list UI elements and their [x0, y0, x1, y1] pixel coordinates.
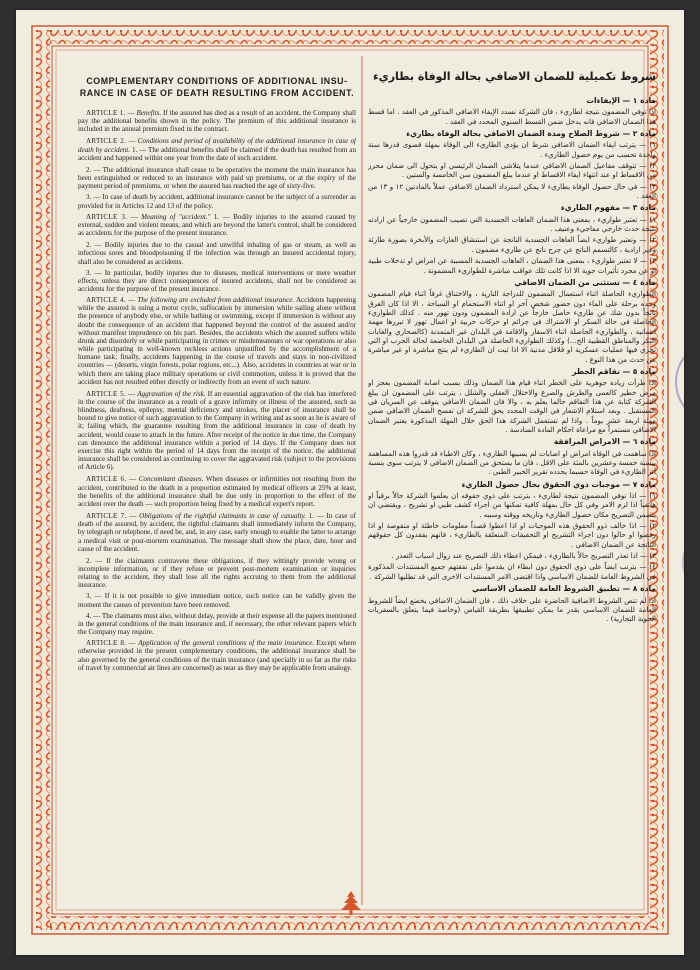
article-text: 1. — Bodily injuries to the assured caused by external, sudden and violent means, and which are beyond the latter's control, shall be considered as accidents for the purpose of the present insurance.	[78, 212, 356, 238]
article-text: 1. — The additional benefits shall be claimed if the death has resulted from an accident and happened within one year from the date of such accident.	[78, 145, 356, 162]
article-heading: ARTICLE 4.	[86, 296, 126, 305]
arabic-paragraph: ٤) — يترتب ايضاً على ذوي الحقوق دون ابطاء ان يقدموا على نفقتهم جميع المستندات المذكورة في الشروط العامة للضمان الاساسي واذا اقتضى الامر المستندات الاخرى التي قد تطلبها الشركة .	[368, 562, 656, 581]
english-column	[78, 68, 356, 903]
article-text: Except where otherwise provided in the present complementary conditions, the additional insurance shall be also governed by the general conditions of the main insurance (and specially in so far as the risks of travel by commercial air lines are concerned) as near as they may be applicable from analogy.	[78, 639, 356, 672]
article-2-para-3: 3. — In case of death by accident, additional insurance cannot be the subject of a surrender as provided for in Articles 12 and 13 of the policy.	[78, 193, 356, 210]
english-title-line-2: RANCE IN CASE OF DEATH RESULTING FROM ACCIDENT.	[79, 87, 355, 98]
arabic-column	[368, 68, 656, 903]
arabic-paragraph: ٣) — لا تعتبر طواريء ، بمعنى هذا الضمان ، العاهات الجسدية المسببة عن امراض او تدخلات طبية او عن مجرد تأثيرات جوية الا اذا كانت تلك عواقب مباشرة للطواريء المضمونة .	[368, 256, 656, 275]
article-subject: Concomitant diseases.	[138, 475, 204, 484]
english-title-line-1: COMPLEMENTARY CONDITIONS OF ADDITIONAL INSU-	[86, 76, 348, 86]
article-3-para-2: 2. — Bodily injuries due to the casual and unwilful inhaling of gas or steam, as well as infectious sores and bloodpoisoning if the infection was through an insured accidental injury, shall also be considered as accidents.	[78, 241, 356, 266]
article-heading: ARTICLE 2.	[86, 137, 127, 146]
arabic-article-heading: مادة ٣ — مفهوم الطاريء	[560, 203, 656, 213]
arabic-paragraph: الطواريء الحاصلة اثناء استعمال المضمون للدراجة النارية ، والاختناق غرقاً اثناء قيام المضمون وحده برحلة على الماء دون حضور شخص آخر او اثناء الاستحمام او السباحة ، الا اذا كان الغرق ناتجاً بدون شك عن طاريء حاصل خارجاً عن ارادة المضمون ودون تهور منه . كذلك الطواريء الحاصلة في حالة السكر او الاشتراك في جرائم او حركات حربية او اعمال تهور لا تبررها مهمة انسانية ، والطواريء الحاصلة اثناء الاسفار والاقامة في البلدان غير المتمدنة (كالصحاري والغابات البكر والمناطق القطبية الخ...) وكذلك الطواريء الحاصلة في البلدان الخاضعة لحالة الحرب او التي تجري فيها عمليات عسكرية او قلاقل مدنية الا اذا ثبت ان الطاريء لم ينتج مباشرة او غير مباشرة عن حدث من هذا النوع .	[368, 289, 656, 364]
arabic-paragraph: ٢) — تتوقف مفاعيل الضمان الاضافي عندما يتلاشى الضمان الرئيسي او يتحول الى ضمان محرر من الاقساط او عند انتهاء ايفاء الاقساط او عندما يبلغ المضمون سن الخامسة والستين .	[368, 161, 656, 180]
arabic-article-heading: مادة ٢ — شروط الصلاح ومدة الضمان الاضافي بحالة الوفاة بطاريء	[406, 129, 656, 139]
arabic-article-heading: مادة ٧ — موجبات ذوي الحقوق بحال حصول الطاريء	[461, 479, 656, 489]
article-heading: ARTICLE 3.	[86, 212, 128, 221]
english-title	[78, 76, 356, 99]
arabic-paragraph: ١) — يترتب ايفاء الضمان الاضافي شرط ان يؤدي الطاريء الى الوفاة بمهلة قصوى قدرها سنة واحدة تحسب من يوم حصول الطاريء .	[368, 140, 656, 159]
document-sheet	[16, 10, 684, 955]
article-7-para-4: 4. — The claimants must also, without delay, provide at their expense all the papers mentioned in the general conditions of the main insurance and, if necessary, the other relevant papers which the Company may require.	[78, 611, 356, 637]
article-heading: ARTICLE 5.	[86, 389, 126, 398]
arabic-article-heading: مادة ١ — الإيفاءات	[586, 96, 656, 105]
arabic-paragraph: ٣) — اذا تعذر التصريح حالاً بالطاريء ، فيمكن اعطاء ذلك التصريح عند زوال اسباب التعذر .	[391, 551, 656, 561]
article-6: ARTICLE 6. — Concomitant diseases. When diseases or infirmities not resulting from the accident, contributed to the death in a proportion estimated by medical officers at 25% at least, the benefits of the additional insurance shall be due only in proportion to the effect of the accident over the death — such proportion being fixed by a medical expert's report.	[78, 475, 356, 508]
arabic-article-heading: مادة ٨ — تطبيق الشروط العامة للضمان الاساسي	[472, 584, 656, 594]
arabic-paragraph: ٢) — وتعتبر طواريء ايضاً العاهات الجسدية الناتجة عن استنشاق الغازات والأبخرة بصورة طارئة وغير ارادية ، كالتسمم الناتج عن جرح ناتج عن طاريء مضمون .	[368, 235, 656, 254]
article-heading: ARTICLE 1.	[86, 109, 126, 117]
article-heading: ARTICLE 8.	[86, 639, 127, 648]
article-subject: Meaning of "accident."	[141, 212, 211, 221]
article-heading: ARTICLE 7.	[86, 512, 127, 521]
arabic-paragraph: اذا ساهمت في الوفاة امراض او اصابات لم يسببها الطاريء ، وكان الاطباء قد قدروا هذه المساهمة بنسبة خمسة وعشرين بالمئة على الاقل ، فان ما يستحق من الضمان الاضافي لا يترتب سوى بنسبة أثر الطاريء في الوفاة حسبما يحدده تقرير الخبير الطبي .	[368, 448, 656, 477]
article-subject: The following are excluded from additional insurance.	[137, 296, 295, 305]
arabic-paragraph: اذا توفي المضمون نتيجة لطاريء ، فان الشركة تسدد الإيفاء الاضافي المذكور في العقد . اما قسط هذا الضمان الاضافي فانه يدخل ضمن القسط السنوي المحدد في العقد .	[368, 107, 656, 126]
article-text: If an essential aggravation of the risk has interfered in the course of the insurance as a result of a grave infirmity or illness of the assured, such as blindness, deafness, epilepsy, mental deficiency and strokes, the placer of insurance shall be bound to give notice of such aggravation to the Company in writing and as soon as he is aware of it; failing which, the guarantee resulting from the additional insurance in case of death by accident, would cease to attach in the future. After receipt of the notice in due time, the Company can denounce the additional insurance within a period of 14 days. If the Company does not exercise this right within the period of 14 days from the receipt of the notice, the additional insurance shall be considered as continuing to cover the aggravated risk (subject to the provisions of Article 6).	[78, 389, 356, 472]
arabic-paragraph: اذا طرأت زيادة جوهرية على الخطر اثناء قيام هذا الضمان وذلك بسبب اصابة المضمون بعجز او مرض خطير كالعمى والطرش والصرع والاختلال العقلي والشلل ، يترتب على المضمون ان يبلغ الشركة كتابة عن هذا التفاقم حالما يعلم به ، والا فان الضمان الاضافي يتوقف عن السريان في المستقبل . وبعد استلام الاشعار في الوقت المحدد يحق للشركة ان تفسخ الضمان الاضافي ضمن مهلة اربعة عشر يوماً . واذا لم تستعمل الشركة هذا الحق خلال المهلة المذكورة يعتبر الضمان الاضافي مستمراً مع مراعاة احكام المادة السادسة .	[368, 378, 656, 434]
arabic-paragraph: ١) — تعتبر طواريء ، بمعنى هذا الضمان العاهات الجسدية التي تصيب المضمون خارجياً عن ارادته نتيجة حدث خارجي مفاجيء وعنيف .	[368, 214, 656, 234]
article-subject: Aggravation of the risk.	[137, 389, 206, 398]
article-4: ARTICLE 4. — The following are excluded from additional insurance. Accidents happening while the assured is using a motor cycle, suffocation by immersion while sailing alone without the presence of anybody else, or while bathing or swimming, except if immersion is without any doubt the consequence of an accident that happened beyond the control of the assured and/or without manifest imprudence on his part. Besides, the accidents which the assured suffers while drunk and disorderly or while participating in crimes or misdemeanours or war operations or also while participating in well-known reckless actions unjustified by the accomplishment of a humane task; finally, accidents happening in the course of travels and stays in non-civilized countries — (deserts, virgin forests, polar regions, etc...). Also, accidents in countries at war or in which there are taking place military operations or civil commotion, unless it is proved that the accident has not resulted either directly or indirectly from an event of such nature.	[78, 296, 356, 386]
arabic-paragraph: ٣) — في حال حصول الوفاة بطاريء لا يمكن استرداد الضمان الاضافي عملاً بالمادتين ١٢ و ١٣ من العقد .	[368, 181, 656, 201]
arabic-title: شروط تكميلية للضمان الاضافي بحالة الوفاة بطاريء	[373, 70, 656, 83]
article-text: Accidents happening while the assured is using a motor cycle, suffocation by immersion while sailing alone without the presence of anybody else, or while bathing or swimming, except if immersion is without any doubt the consequence of an accident that happened beyond the control of the assured and/or without manifest imprudence on his part. Besides, the accidents which the assured suffers while drunk and disorderly or while participating in crimes or misdemeanours or war operations or also while participating in well-known reckless actions unjustified by the accomplishment of a humane task; finally, accidents happening in the course of travels and stays in non-civilized countries — (deserts, virgin forests, polar regions, etc...). Also, accidents in countries at war or in which there are taking place military operations or civil commotion, unless it is proved that the accident has not resulted either directly or indirectly from an event of such nature.	[78, 296, 356, 386]
article-subject: Obligations of the rightful claimants in case of casualty.	[139, 512, 306, 521]
article-text: When diseases or infirmities not resulting from the accident, contributed to the death in a proportion estimated by medical officers at 25% at least, the benefits of the additional insurance shall be due only in proportion to the effect of the accident over the death — such proportion being fixed by a medical expert's report.	[78, 475, 356, 508]
article-8: ARTICLE 8. — Application of the general conditions of the main insurance. Except where otherwise provided in the present complementary conditions, the additional insurance shall be also governed by the general conditions of the main insurance (and specially in so far as the risks of travel by commercial air lines are concerned) as near as they may be applicable from analogy.	[78, 639, 356, 672]
article-2-para-2: 2. — The additional insurance shall cease to be operative the moment the main insurance has been extinguished or reduced to an insurance with paid up premiums, or at the expiry of the payment period of premiums, or when the assured has reached the age of sixty-five.	[78, 165, 356, 191]
article-7-para-3: 3. — If it is not possible to give immediate notice, such notice can be validly given the moment the causes of prevention have been removed.	[78, 592, 356, 609]
arabic-article-heading: مادة ٦ — الامراض المرافقة	[553, 437, 656, 447]
arabic-paragraph: اذا لم تنص الشروط الاضافية الحاضرة على خلاف ذلك ، فان الضمان الاضافي يخضع ايضاً للشروط العامة للضمان الاساسي بقدر ما يمكن تطبيقها بطريقة القياس (وخاصة فيما يتعلق بالسفريات الجوية التجارية) .	[368, 595, 656, 624]
article-heading: ARTICLE 6.	[86, 475, 127, 484]
article-2: ARTICLE 2. — Conditions and period of availability of the additional insurance in case of death by accident. 1. — The additional benefits shall be claimed if the death has resulted from an accident and happened within one year from the date of such accident.	[78, 137, 356, 162]
arabic-paragraph: ١) — اذا توفي المضمون نتيجة لطاريء ، يترتب على ذوي حقوقه ان يعلموا الشركة حالاً برقياً او هاتفياً اذا لزم الامر وفي كل حال بمهلة كافية تمكنها من اجراء كشف طبي او تشريح ، ويقتضي ان يتضمن التصريح مكان حصول الطاريء وتاريخه ووقته وسببه .	[368, 491, 656, 519]
article-subject: Application of the general conditions of the main insurance.	[138, 639, 315, 648]
article-7: ARTICLE 7. — Obligations of the rightful claimants in case of casualty. 1. — In case of death of the assured, by accident, the rightful claimants shall immediately inform the Company, by telegraph or telephone, if need be, and, in any case, early enough to enable the latter to arrange a medical visit or post-mortem examination. The message shall show the place, date, hour and cause of the accident.	[78, 512, 356, 553]
article-3: ARTICLE 3. — Meaning of "accident." 1. — Bodily injuries to the assured caused by external, sudden and violent means, and which are beyond the latter's control, shall be considered as accidents for the purpose of the present insurance.	[78, 212, 356, 238]
article-subject: Conditions and period of availability of the additional insurance in case of death by accident.	[78, 137, 356, 154]
arabic-paragraph: ٢) — اذا خالف ذوو الحقوق هذه الموجبات او اذا اعطوا قصداً معلومات خاطئة او منقوصة او اذا رفضوا او حالوا دون اجراء التشريح او التحقيقات المتعلقة بالطاريء ، فانهم يفقدون كل حقوقهم الناتجة عن الضمان الاضافي .	[368, 521, 656, 549]
article-3-para-3: 3. — In particular, bodily injuries due to diseases, medical interventions or mere weather effects, unless they are direct consequences of insured accidents, shall not be considered as accidents for the purpose of the present insurance.	[78, 268, 356, 293]
arabic-article-heading: مادة ٥ — تفاقم الخطر	[572, 366, 656, 376]
article-1: ARTICLE 1. — Benefits. If the assured has died as a result of an accident, the Company shall pay the additional benefits shown in the policy. The premium of this additional insurance is included in the annual premium fixed in the contract.	[78, 109, 356, 134]
arabic-article-heading: مادة ٤ — تستثنى من الضمان الاضافي	[514, 277, 656, 287]
article-5: ARTICLE 5. — Aggravation of the risk. If an essential aggravation of the risk has interfered in the course of the insurance as a result of a grave infirmity or illness of the assured, such as blindness, deafness, epilepsy, mental deficiency and strokes, the placer of insurance shall be bound to give notice of such aggravation to the Company in writing and as soon as he is aware of it; failing which, the guarantee resulting from the additional insurance in case of death by accident, would cease to attach in the future. After receipt of the notice in due time, the Company can denounce the additional insurance within a period of 14 days. If the Company does not exercise this right within the period of 14 days from the receipt of the notice, the additional insurance shall be considered as continuing to cover the aggravated risk (subject to the provisions of Article 6).	[78, 389, 356, 472]
article-7-para-2: 2. — If the claimants contravene these obligations, if they wittingly provide wrong or incomplete information, or if they refuse or prevent post-mortem examination or inquiries relating to the accident, they shall lose all the rights accruing to them from the additional insurance.	[78, 556, 356, 590]
article-subject: Benefits.	[136, 109, 162, 117]
article-text: 1. — In case of death of the assured, by accident, the rightful claimants shall immediately inform the Company, by telegraph or telephone, if need be, and, in any case, early enough to enable the latter to arrange a medical visit or post-mortem examination. The message shall show the place, date, hour and cause of the accident.	[78, 512, 356, 553]
article-text: If the assured has died as a result of an accident, the Company shall pay the additional benefits shown in the policy. The premium of this additional insurance is included in the annual premium fixed in the contract.	[78, 109, 356, 134]
